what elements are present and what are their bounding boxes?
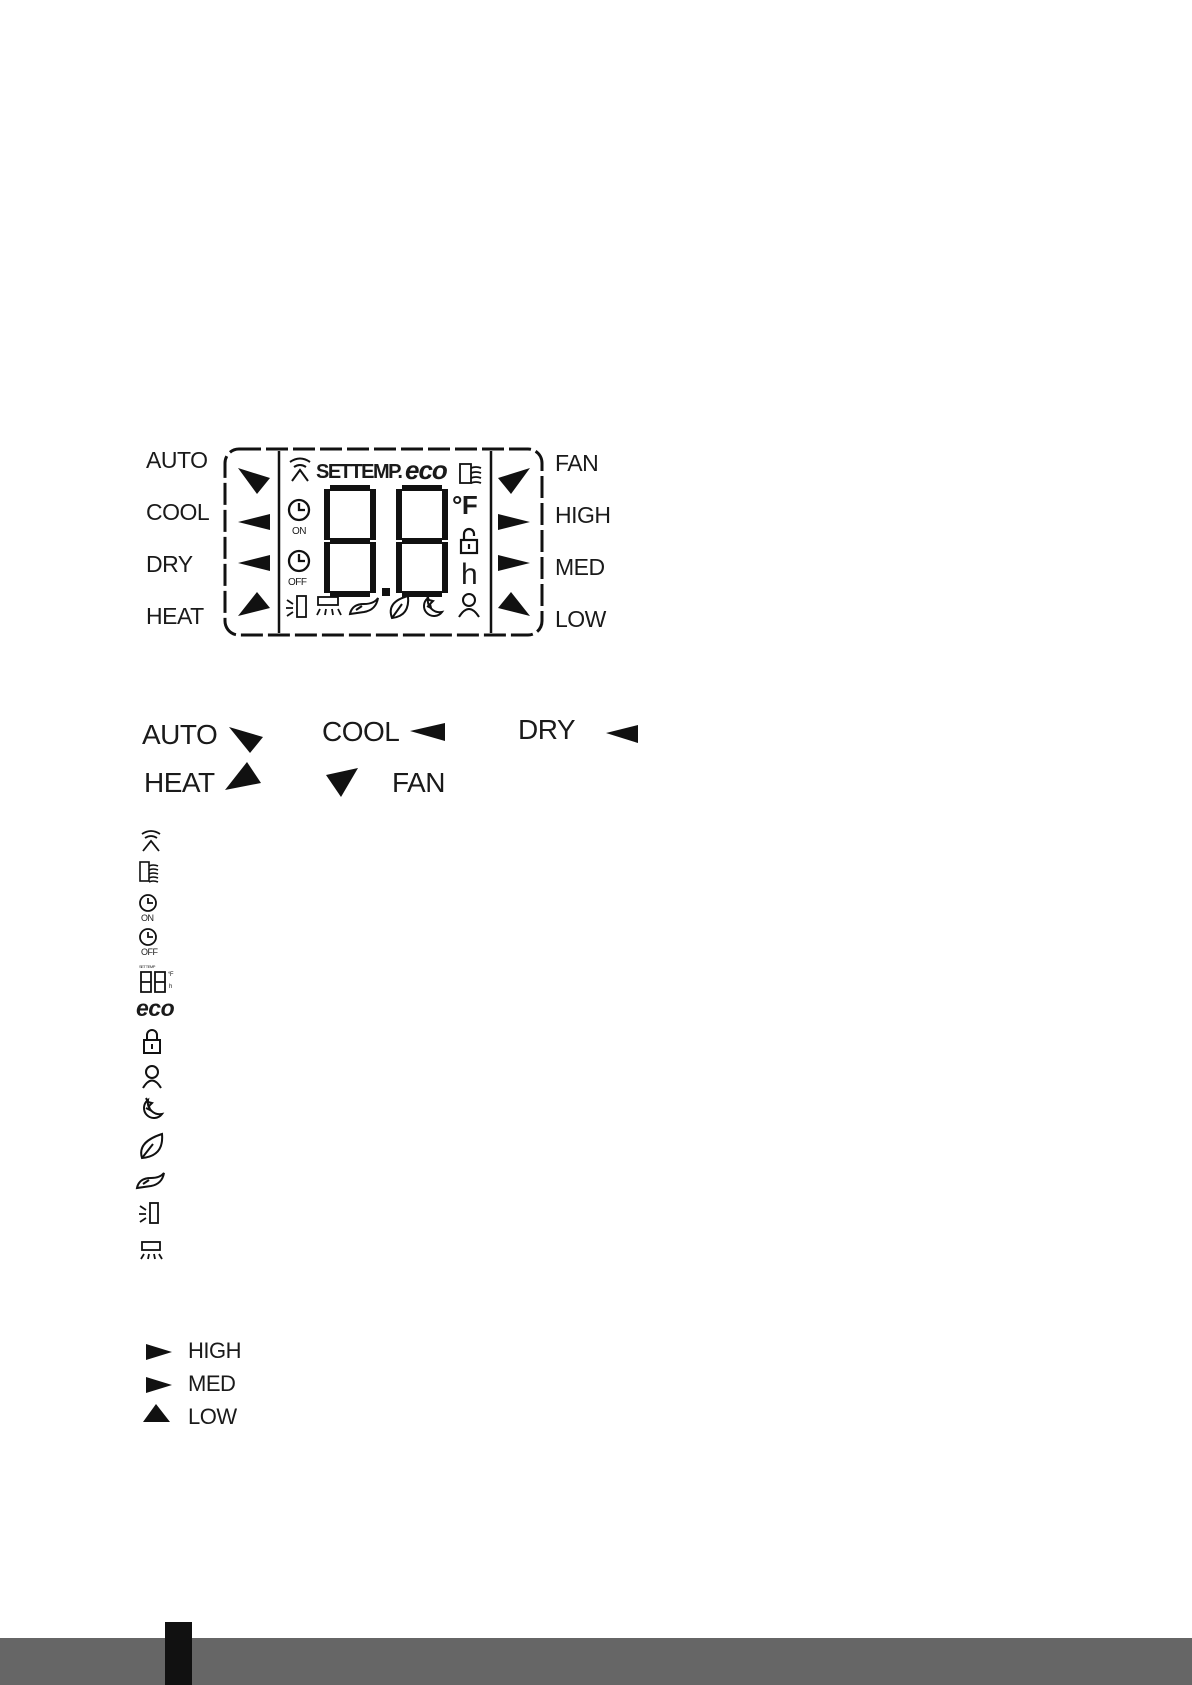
timer-off-label: OFF (288, 577, 307, 588)
mode-label-auto: AUTO (146, 447, 208, 473)
timer-on-label: ON (292, 526, 306, 537)
legend-heat-label: HEAT (144, 767, 215, 798)
speed-label-med: MED (555, 554, 605, 580)
mode-label-cool: COOL (146, 499, 210, 525)
list-unit-h: h (169, 984, 172, 990)
speed-label-high: HIGH (555, 502, 611, 528)
speed-high-label: HIGH (188, 1338, 241, 1363)
mode-label-heat: HEAT (146, 603, 204, 629)
speed-med-label: MED (188, 1371, 236, 1396)
list-unit-f: °F (168, 972, 174, 978)
unit-h-label: h (461, 558, 478, 591)
speed-med-arrow (146, 1377, 172, 1393)
legend-auto-label: AUTO (142, 719, 218, 750)
speed-high-arrow (146, 1344, 172, 1360)
eco-label: eco (405, 455, 447, 485)
speed-low-arrow (143, 1404, 170, 1422)
legend-cool-label: COOL (322, 716, 400, 747)
list-on-label: ON (141, 913, 154, 923)
speed-label-low: LOW (555, 606, 606, 632)
mode-label-dry: DRY (146, 551, 193, 577)
speed-label-fan: FAN (555, 450, 599, 476)
footer-page-tab (165, 1622, 192, 1685)
unit-f-label: °F (452, 490, 478, 520)
speed-low-label: LOW (188, 1404, 237, 1429)
set-temp-label: SETTEMP. (316, 461, 402, 483)
legend-dry-label: DRY (518, 714, 576, 745)
legend-fan-label: FAN (392, 767, 445, 798)
list-settemp-label: SET TEMP (139, 964, 155, 969)
list-off-label: OFF (141, 947, 158, 957)
list-eco-icon: eco (136, 995, 175, 1021)
